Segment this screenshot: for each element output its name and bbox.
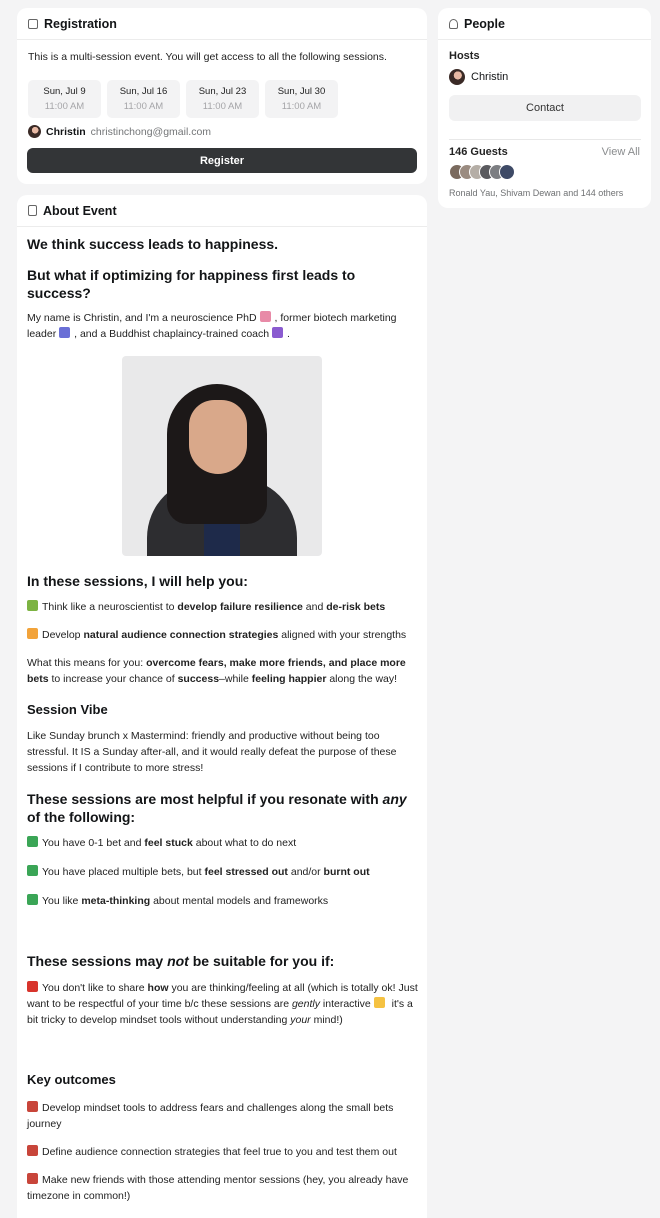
text: and/or: [287, 866, 324, 878]
registration-card: [17, 8, 427, 184]
guest-avatars[interactable]: [449, 164, 509, 180]
cross-icon: [27, 981, 38, 992]
hosts-label: Hosts: [449, 50, 480, 62]
session-date: Sun, Jul 9: [43, 86, 86, 97]
session-date: Sun, Jul 16: [119, 86, 168, 97]
people-header: [438, 8, 651, 40]
brain-icon: [260, 311, 271, 322]
session-time: 11:00 AM: [202, 101, 243, 112]
text: you are thinking/feeling at all (which is totally ok! Just want to be respectful of your time b/c these sessions are: [27, 982, 418, 1010]
user-email: christinchong@gmail.com: [90, 125, 212, 138]
check-item: [27, 893, 419, 909]
document-icon: [28, 205, 37, 216]
session-chip: [28, 80, 101, 118]
intro-text: My name is Christin, and I'm a neuroscience PhD: [27, 312, 257, 324]
bold-text: develop failure resilience: [177, 601, 303, 613]
people-icon: [449, 19, 458, 29]
outcome-item: [27, 1144, 419, 1160]
dharma-wheel-icon: [272, 327, 283, 338]
about-card: [17, 195, 427, 1218]
heading-vibe: Session Vibe: [27, 702, 108, 717]
text: These sessions may: [27, 953, 168, 969]
text: These sessions are most helpful if you resonate with: [27, 791, 383, 807]
intro-paragraph: [27, 310, 419, 342]
about-body: [27, 235, 419, 1204]
text: You like: [42, 895, 82, 907]
text: You have placed multiple bets, but: [42, 866, 205, 878]
current-user: [28, 125, 211, 138]
about-title: About Event: [43, 203, 117, 218]
text: Develop mindset tools to address fears and challenges along the small bets journey: [27, 1102, 394, 1130]
text: –while: [219, 673, 252, 685]
heading-helpful: [27, 790, 419, 826]
session-chip: [265, 80, 338, 118]
text: What this means for you:: [27, 657, 147, 669]
divider: [449, 139, 641, 140]
text: be suitable for you if:: [188, 953, 335, 969]
session-date: Sun, Jul 23: [198, 86, 247, 97]
heading-what-if: But what if optimizing for happiness first leads to success?: [27, 267, 356, 301]
text: Make new friends with those attending mentor sessions (hey, you already have timezone in common!): [27, 1174, 409, 1202]
text: of the following:: [27, 809, 136, 825]
check-icon: [27, 865, 38, 876]
guests-count: 146 Guests: [449, 146, 508, 158]
smile-icon: [374, 997, 385, 1008]
text: You have 0-1 bet and: [42, 837, 145, 849]
check-icon: [27, 894, 38, 905]
registration-title: Registration: [44, 16, 117, 31]
vibe-paragraph: Like Sunday brunch x Mastermind: friendly and productive without being too stressful. It IS a Sunday after-all, and it would really defeat the purpose of these sessions if I contribute to more stress!: [27, 730, 397, 774]
outcome-item: [27, 1172, 419, 1204]
text: Think like a neuroscientist to: [42, 601, 178, 613]
view-all-link[interactable]: View All: [601, 146, 640, 158]
italic-text: any: [382, 791, 407, 807]
contact-button[interactable]: Contact: [449, 95, 641, 121]
registration-header: [17, 8, 427, 40]
italic-text: not: [167, 953, 189, 969]
session-chip: [107, 80, 180, 118]
text: it's a bit tricky to develop mindset tools without understanding: [27, 998, 413, 1026]
register-button[interactable]: Register: [27, 148, 417, 173]
host-name: Christin: [471, 71, 509, 83]
check-item: [27, 835, 419, 851]
help-item: [27, 599, 419, 615]
registration-intro: This is a multi-session event. You will get access to all the following sessions.: [28, 51, 387, 63]
heading-help: In these sessions, I will help you:: [27, 573, 248, 589]
bold-text: feel stuck: [144, 837, 193, 849]
user-name: Christin: [46, 125, 86, 138]
session-date: Sun, Jul 30: [277, 86, 326, 97]
text: to increase your chance of: [48, 673, 178, 685]
bold-text: overcome fears, make more friends, and place more bets: [27, 657, 406, 685]
not-suitable-item: [27, 980, 419, 1028]
toolbox-icon: [27, 1145, 38, 1156]
people-card: [438, 8, 651, 208]
dna-icon: [59, 327, 70, 338]
bold-text: feel stressed out: [204, 866, 288, 878]
intro-text: .: [287, 328, 290, 340]
lizard-icon: [27, 600, 38, 611]
text: aligned with your strengths: [278, 629, 407, 641]
heading-not-suitable: [27, 952, 419, 970]
italic-text: your: [290, 1014, 311, 1026]
italic-text: gently: [291, 998, 320, 1010]
session-list: [28, 80, 338, 118]
bold-text: burnt out: [323, 866, 370, 878]
text: along the way!: [326, 673, 398, 685]
text: You don't like to share: [42, 982, 148, 994]
text: about what to do next: [192, 837, 297, 849]
toolbox-icon: [27, 1173, 38, 1184]
bold-text: how: [147, 982, 169, 994]
check-item: [27, 864, 419, 880]
avatar: [28, 125, 41, 138]
avatar: [449, 69, 465, 85]
heading-happiness: We think success leads to happiness.: [27, 236, 279, 252]
text: mind!): [310, 1014, 343, 1026]
heading-outcomes: Key outcomes: [27, 1072, 116, 1087]
session-time: 11:00 AM: [123, 101, 164, 112]
host-photo: [122, 356, 322, 556]
guest-names: Ronald Yau, Shivam Dewan and 144 others: [449, 188, 624, 198]
bold-text: success: [177, 673, 220, 685]
help-item: [27, 627, 419, 643]
text: interactive: [320, 998, 371, 1010]
bold-text: de-risk bets: [326, 601, 386, 613]
text: Define audience connection strategies that feel true to you and test them out: [42, 1146, 397, 1158]
intro-text: , former biotech marketing leader: [27, 312, 397, 340]
text: about mental models and frameworks: [150, 895, 329, 907]
toolbox-icon: [27, 1101, 38, 1112]
host-item[interactable]: [449, 69, 508, 85]
people-title: People: [464, 16, 505, 31]
bold-text: natural audience connection strategies: [83, 629, 279, 641]
intro-text: , and a Buddhist chaplaincy-trained coach: [74, 328, 270, 340]
session-time: 11:00 AM: [281, 101, 322, 112]
cat-icon: [27, 628, 38, 639]
bold-text: feeling happier: [251, 673, 327, 685]
means-paragraph: [27, 655, 419, 687]
session-chip: [186, 80, 259, 118]
bold-text: meta-thinking: [81, 895, 151, 907]
about-header: [17, 195, 427, 227]
text: and: [302, 601, 327, 613]
outcome-item: [27, 1100, 419, 1132]
check-icon: [27, 836, 38, 847]
ticket-icon: [28, 19, 38, 29]
text: Develop: [42, 629, 84, 641]
session-time: 11:00 AM: [44, 101, 85, 112]
guest-avatar: [499, 164, 515, 180]
